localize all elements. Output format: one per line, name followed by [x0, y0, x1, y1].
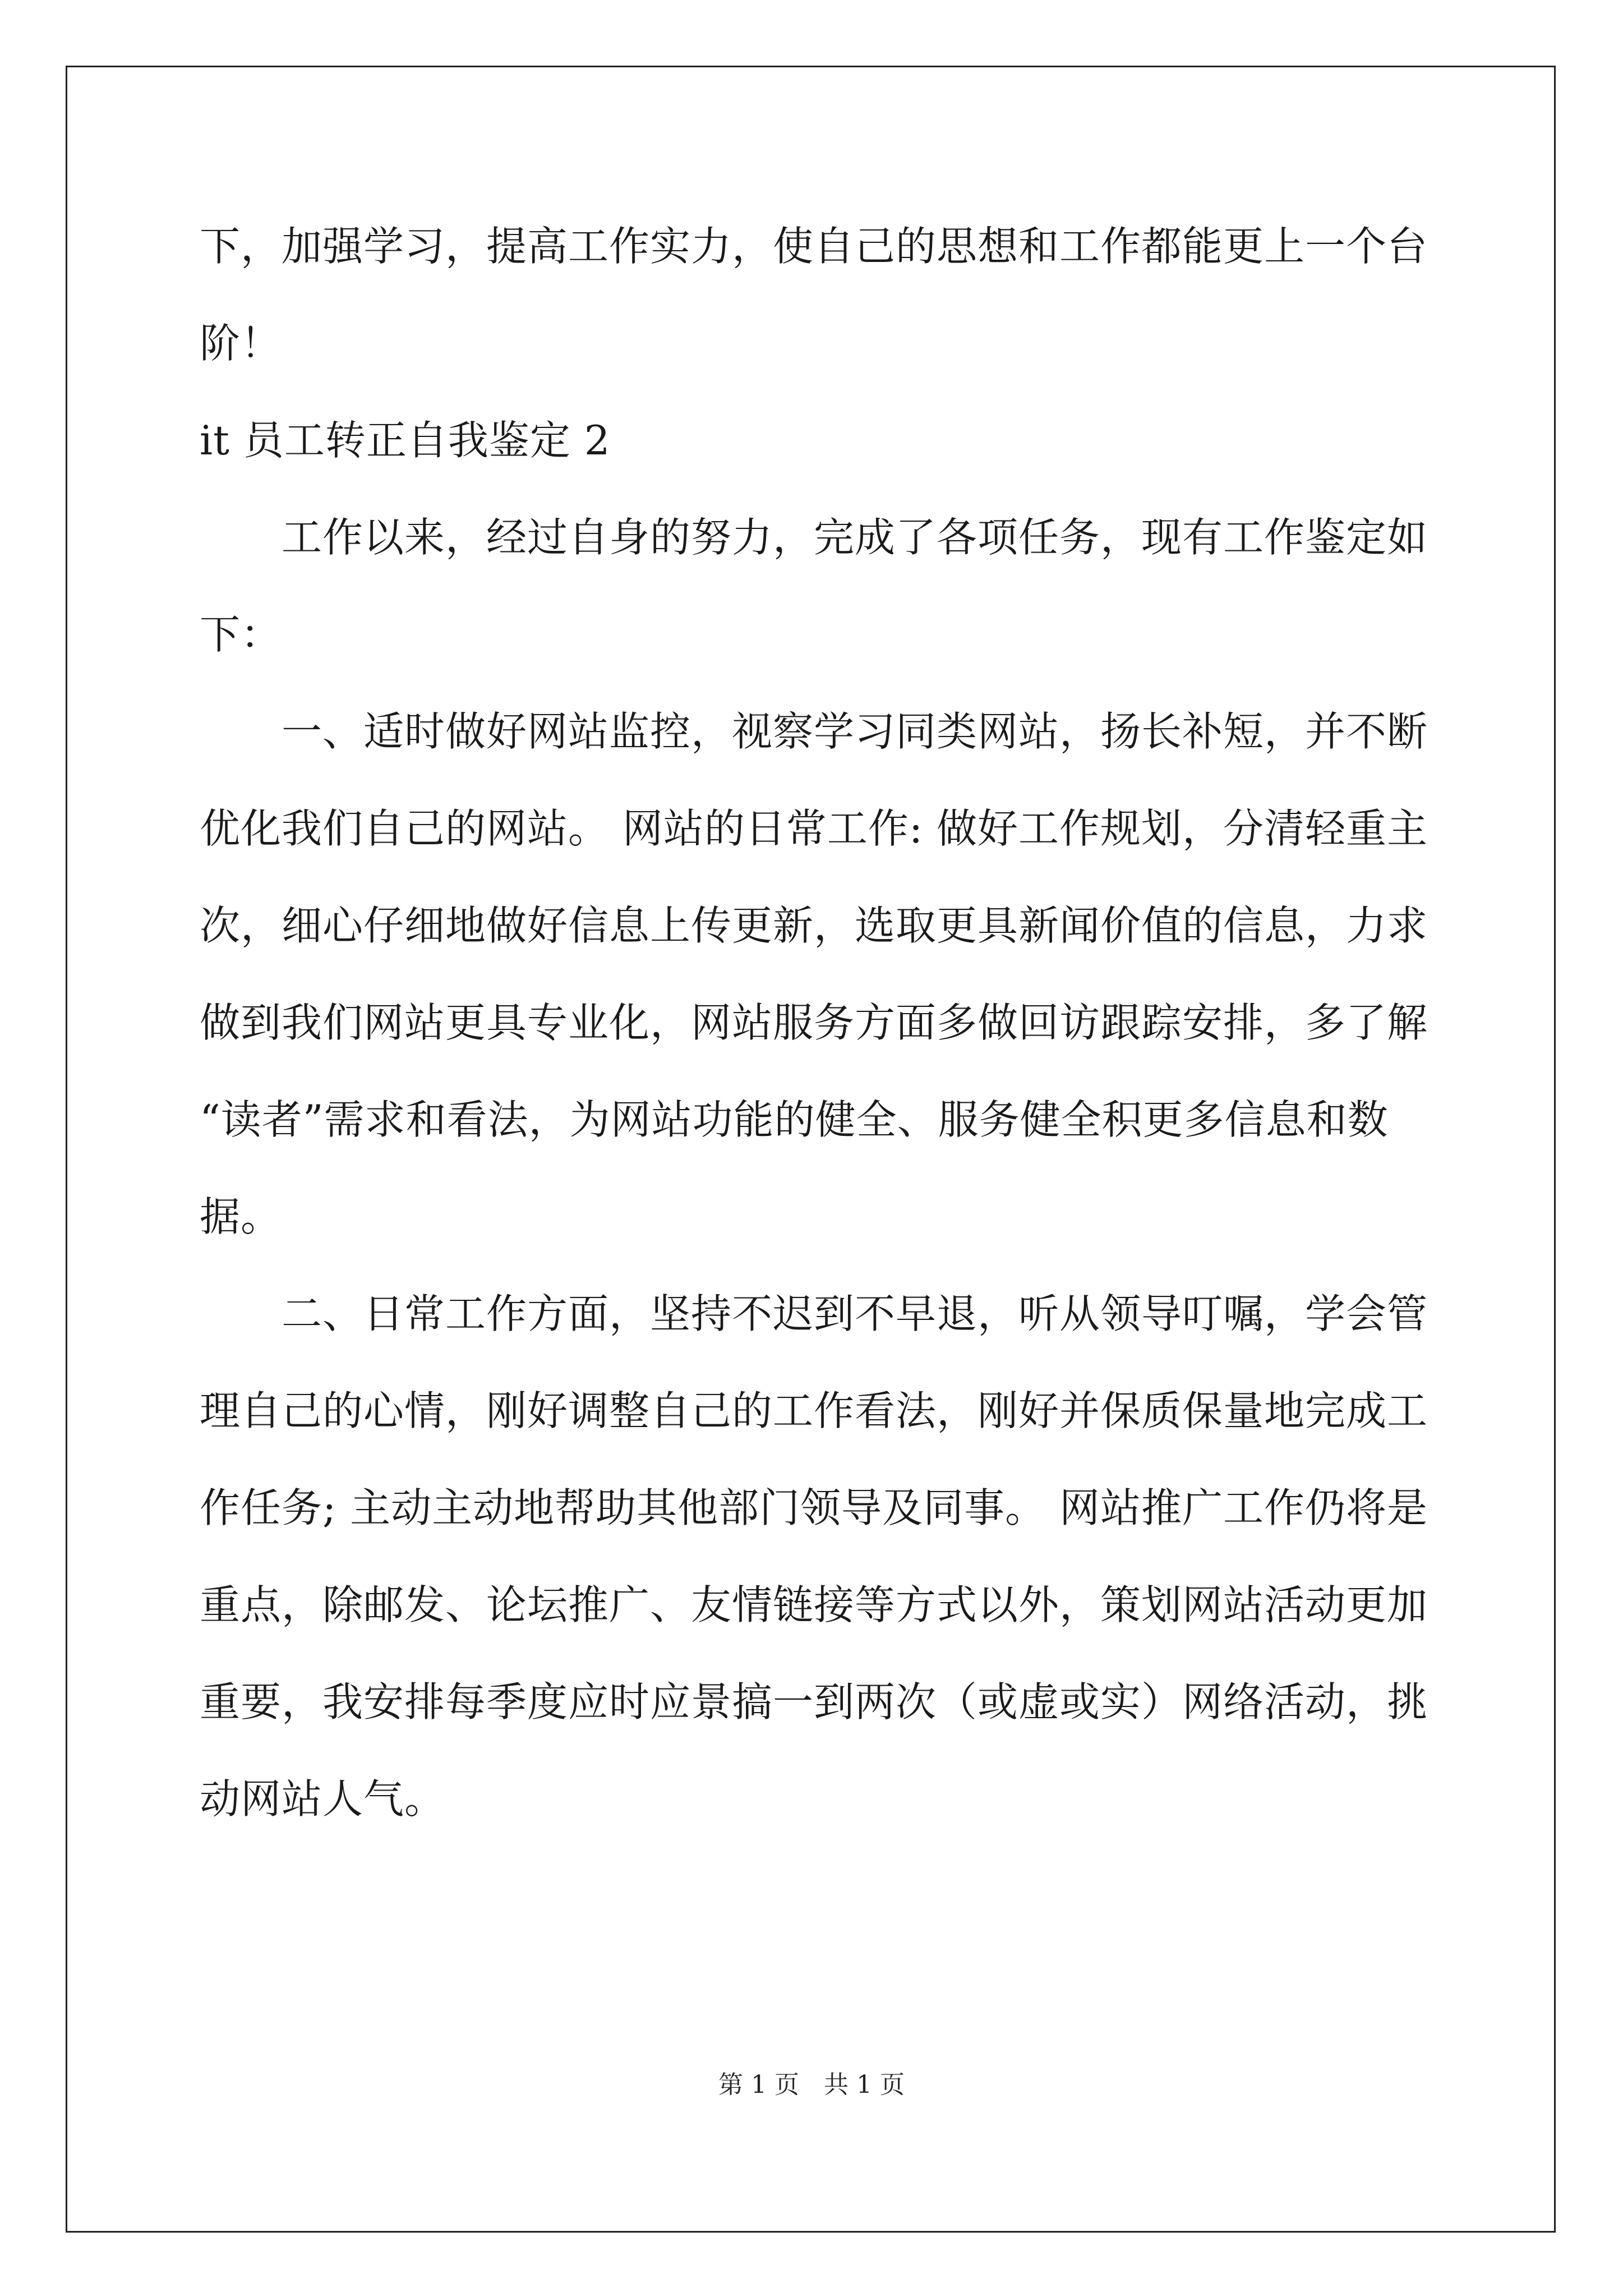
text-line: 工作以来，经过自身的努力，完成了各项任务，现有工作鉴定如	[200, 514, 1428, 561]
text-line: 阶！	[200, 320, 282, 367]
text-line: 下，加强学习，提高工作实力，使自己的思想和工作都能更上一个台	[200, 223, 1428, 270]
text-line: 动网站人气。	[200, 1775, 446, 1823]
text-line: 理自己的心情，刚好调整自己的工作看法，刚好并保质保量地完成工	[200, 1387, 1428, 1434]
text-line: 次，细心仔细地做好信息上传更新，选取更具新闻价值的信息，力求	[200, 902, 1428, 949]
document-body	[200, 198, 1428, 1848]
text-line: 一、适时做好网站监控，视察学习同类网站，扬长补短，并不断	[200, 708, 1428, 755]
text-line: 重点，除邮发、论坛推广、友情链接等方式以外，策划网站活动更加	[200, 1581, 1428, 1628]
text-line: 重要，我安排每季度应时应景搞一到两次（或虚或实）网络活动，挑	[200, 1678, 1428, 1726]
text-line: 下：	[200, 611, 282, 658]
text-line: “读者”需求和看法，为网站功能的健全、服务健全积更多信息和数	[200, 1096, 1389, 1143]
text-line: 二、日常工作方面，坚持不迟到不早退，听从领导叮嘱，学会管	[200, 1290, 1428, 1337]
page-footer: 第 1 页 共 1 页	[718, 2070, 905, 2099]
text-line: 做到我们网站更具专业化，网站服务方面多做回访跟踪安排，多了解	[200, 999, 1428, 1046]
text-line: 作任务; 主动主动地帮助其他部门领导及同事。 网站推广工作仍将是	[200, 1484, 1428, 1531]
text-line: 据。	[200, 1193, 282, 1240]
text-line: 优化我们自己的网站。 网站的日常工作: 做好工作规划，分清轻重主	[200, 805, 1428, 852]
section-heading: it 员工转正自我鉴定 2	[200, 417, 611, 464]
